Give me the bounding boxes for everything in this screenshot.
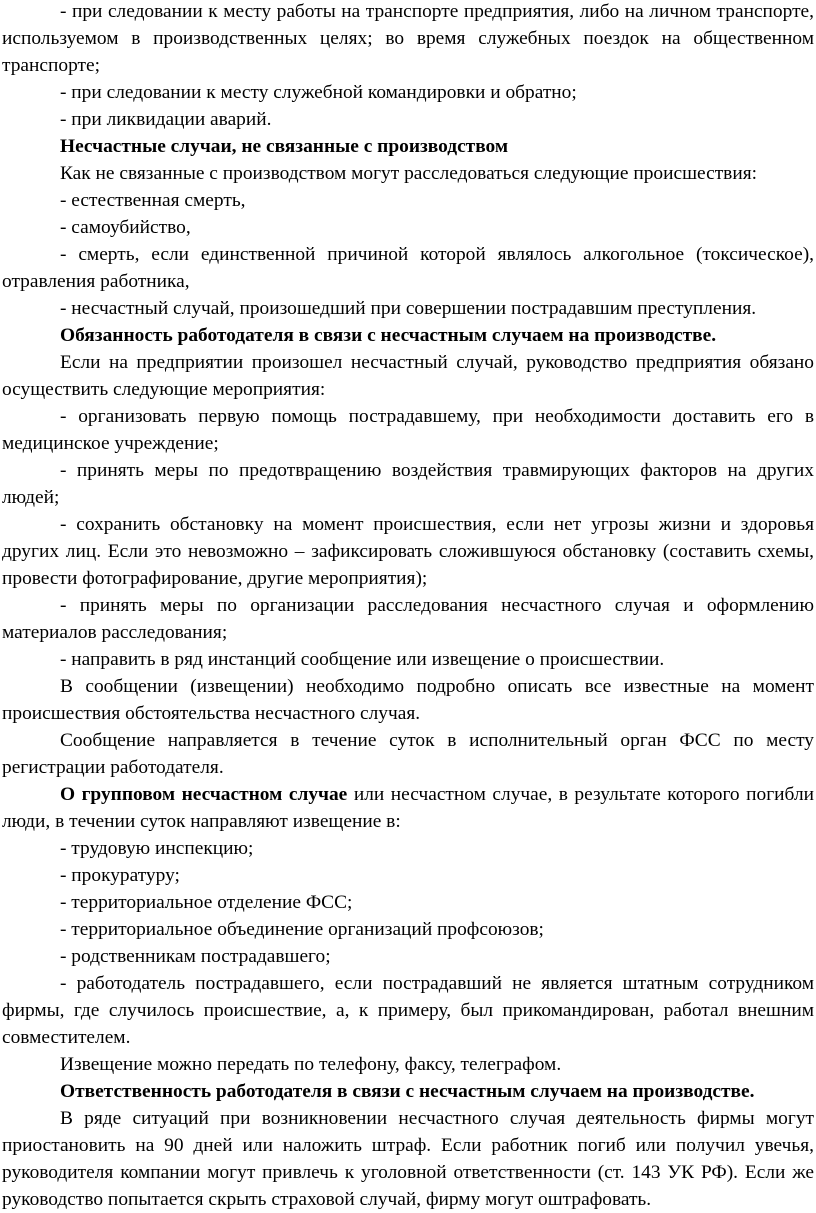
paragraph: Извещение можно передать по телефону, факсу, телеграфом.	[60, 1054, 562, 1075]
paragraph	[2, 781, 814, 835]
list-item: - при следовании к месту работы на транспорте предприятия, либо на личном транспорте, используемом в производственных целях; во время служебных поездок на общественном транспорте;	[2, 1, 814, 76]
section-heading-text: Несчастные случаи, не связанные с производством	[60, 136, 509, 157]
section-heading-text: Ответственность работодателя в связи с несчастным случаем на производстве.	[60, 1081, 755, 1102]
list-item: - при ликвидации аварий.	[60, 109, 272, 130]
list-item: - работодатель пострадавшего, если пострадавший не является штатным сотрудником фирмы, где случилось происшествие, а, к примеру, был прикомандирован, работал внешним совместителем.	[2, 973, 814, 1048]
list-item: - самоубийство,	[60, 217, 191, 238]
paragraph: В ряде ситуаций при возникновении несчастного случая деятельность фирмы могут приостановить на 90 дней или наложить штраф. Если работник погиб или получил увечья, руководителя компании могут привлечь к уголовной ответственности (ст. 143 УК РФ). Если же руководство попытается скрыть страховой случай, фирму могут оштрафовать.	[2, 1108, 814, 1210]
paragraph-text: или несчастном случае, в результате которого погибли люди, в течении суток направляют извещение в:	[2, 784, 814, 832]
list-item: - направить в ряд инстанций сообщение или извещение о происшествии.	[60, 649, 665, 670]
list-item: - трудовую инспекцию;	[60, 838, 254, 859]
section-heading	[2, 322, 814, 349]
list-item: - сохранить обстановку на момент происшествия, если нет угрозы жизни и здоровья других лиц. Если это невозможно – зафиксировать сложившуюся обстановку (составить схемы, провести фотографирование, другие мероприятия);	[2, 514, 814, 589]
paragraph-bold-lead: О групповом несчастном случае	[60, 784, 348, 805]
list-item: - при следовании к месту служебной командировки и обратно;	[60, 82, 577, 103]
list-item: - территориальное отделение ФСС;	[60, 892, 353, 913]
paragraph: Если на предприятии произошел несчастный случай, руководство предприятия обязано осуществить следующие мероприятия:	[2, 352, 814, 400]
list-item: - организовать первую помощь пострадавшему, при необходимости доставить его в медицинское учреждение;	[2, 406, 814, 454]
list-item: - естественная смерть,	[60, 190, 246, 211]
list-item: - принять меры по предотвращению воздействия травмирующих факторов на других людей;	[2, 460, 814, 508]
list-item: - родственникам пострадавшего;	[60, 946, 331, 967]
list-item: - территориальное объединение организаций профсоюзов;	[60, 919, 544, 940]
paragraph: Как не связанные с производством могут расследоваться следующие происшествия:	[60, 163, 758, 184]
section-heading	[2, 1078, 814, 1105]
list-item: - прокуратуру;	[60, 865, 180, 886]
paragraph: В сообщении (извещении) необходимо подробно описать все известные на момент происшествия обстоятельства несчастного случая.	[2, 676, 814, 724]
paragraph: Сообщение направляется в течение суток в исполнительный орган ФСС по месту регистрации работодателя.	[2, 730, 814, 778]
list-item: - принять меры по организации расследования несчастного случая и оформлению материалов расследования;	[2, 595, 814, 643]
list-item: - несчастный случай, произошедший при совершении пострадавшим преступления.	[60, 298, 757, 319]
list-item: - смерть, если единственной причиной которой являлось алкогольное (токсическое), отравления работника,	[2, 244, 814, 292]
section-heading	[2, 133, 814, 160]
section-heading-text: Обязанность работодателя в связи с несчастным случаем на производстве.	[60, 325, 717, 346]
